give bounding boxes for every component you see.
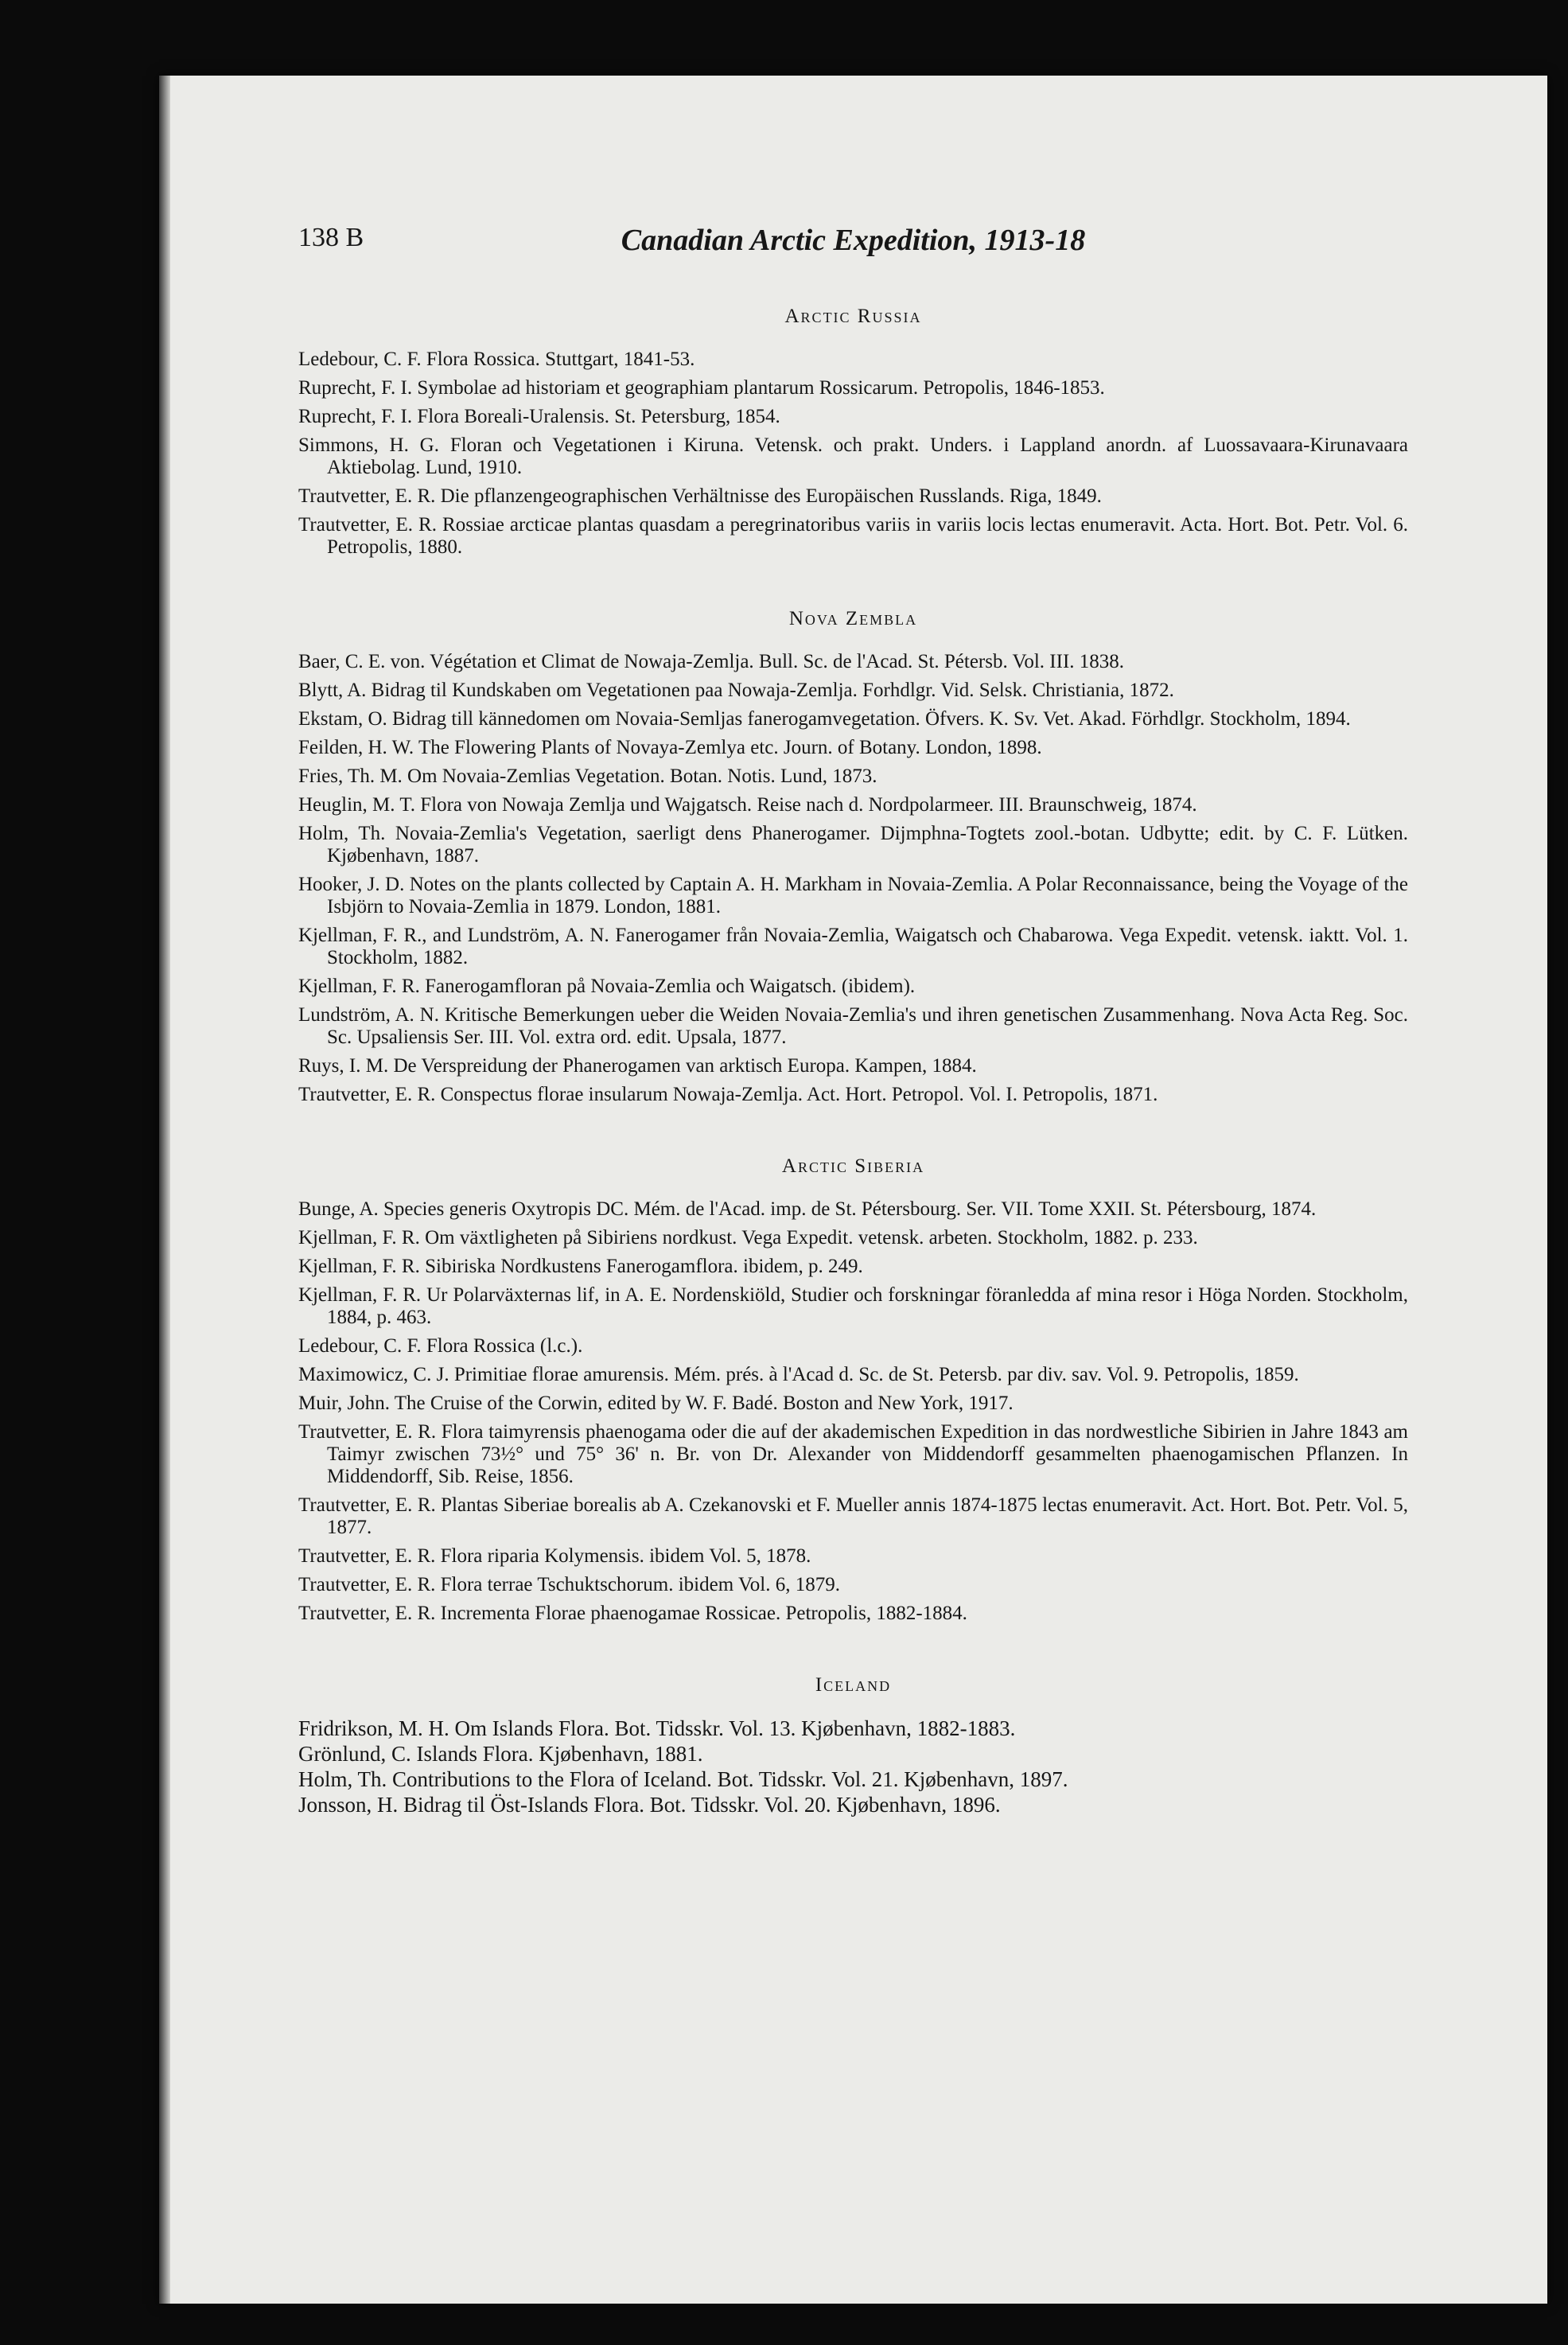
page-header — [298, 223, 1408, 271]
bibliography-entry: Muir, John. The Cruise of the Corwin, edited by W. F. Badé. Boston and New York, 1917. — [298, 1393, 1014, 1414]
bibliography-list — [298, 1198, 1408, 1625]
section-arctic-russia — [298, 306, 1408, 559]
bibliography-entry: Trautvetter, E. R. Die pflanzengeographischen Verhältnisse des Europäischen Russlands. Riga, 1849. — [298, 485, 1102, 507]
bibliography-entry: Jonsson, H. Bidrag til Öst-Islands Flora. Bot. Tidsskr. Vol. 20. Kjøbenhavn, 1896. — [298, 1793, 1001, 1817]
section-title: Arctic Russia — [784, 306, 922, 327]
bibliography-entry: Bunge, A. Species generis Oxytropis DC. Mém. de l'Acad. imp. de St. Pétersbourg. Ser. VII. Tome XXII. St. Pétersbourg, 1874. — [298, 1198, 1317, 1220]
bibliography-entry: Holm, Th. Contributions to the Flora of Iceland. Bot. Tidsskr. Vol. 21. Kjøbenhavn, 1897. — [298, 1767, 1068, 1791]
bibliography-entry: Kjellman, F. R. Ur Polarväxternas lif, in A. E. Nordenskiöld, Studier och forskningar föranledda af mina resor i Höga Norden. Stockholm, 1884, p. 463. — [298, 1284, 1408, 1328]
bibliography-entry: Lundström, A. N. Kritische Bemerkungen ueber die Weiden Novaia-Zemlia's und ihren genetischen Zusammenhang. Nova Acta Reg. Soc. Sc. Upsaliensis Ser. III. Vol. extra ord. edit. Upsala, 1877. — [298, 1004, 1408, 1048]
section-title: Nova Zembla — [788, 608, 918, 629]
page-number: 138 B — [298, 223, 364, 252]
bibliography-entry: Ekstam, O. Bidrag till kännedomen om Novaia-Semljas fanerogamvegetation. Öfvers. K. Sv. Vet. Akad. Förhdlgr. Stockholm, 1894. — [298, 708, 1351, 730]
bibliography-entry: Trautvetter, E. R. Conspectus florae insularum Nowaja-Zemlja. Act. Hort. Petropol. Vol. I. Petropolis, 1871. — [298, 1084, 1158, 1105]
bibliography-entry: Grönlund, C. Islands Flora. Kjøbenhavn, 1881. — [298, 1742, 703, 1766]
bibliography-list — [298, 651, 1408, 1106]
section-title: Arctic Siberia — [781, 1155, 925, 1177]
bibliography-entry: Baer, C. E. von. Végétation et Climat de Nowaja-Zemlja. Bull. Sc. de l'Acad. St. Pétersb. Vol. III. 1838. — [298, 651, 1125, 672]
section-title: Iceland — [815, 1674, 892, 1696]
bibliography-entry: Kjellman, F. R., and Lundström, A. N. Fanerogamer från Novaia-Zemlia, Waigatsch och Chabarowa. Vega Expedit. vetensk. iaktt. Vol. 1. Stockholm, 1882. — [298, 925, 1408, 968]
bibliography-entry: Ruprecht, F. I. Symbolae ad historiam et geographiam plantarum Rossicarum. Petropolis, 1846-1853. — [298, 377, 1105, 399]
bibliography-entry: Ledebour, C. F. Flora Rossica. Stuttgart, 1841-53. — [298, 349, 695, 370]
bibliography-entry: Hooker, J. D. Notes on the plants collected by Captain A. H. Markham in Novaia-Zemlia. A Polar Reconnaissance, being the Voyage of the Isbjörn to Novaia-Zemlia in 1879. London, 1881. — [298, 874, 1408, 917]
page-content — [298, 223, 1408, 1819]
bibliography-entry: Trautvetter, E. R. Rossiae arcticae plantas quasdam a peregrinatoribus variis in variis locis lectas enumeravit. Acta. Hort. Bot. Petr. Vol. 6. Petropolis, 1880. — [298, 514, 1408, 558]
section-arctic-siberia — [298, 1155, 1408, 1625]
bibliography-entry: Fridrikson, M. H. Om Islands Flora. Bot. Tidsskr. Vol. 13. Kjøbenhavn, 1882-1883. — [298, 1716, 1016, 1740]
bibliography-list — [298, 349, 1408, 559]
bibliography-entry: Trautvetter, E. R. Plantas Siberiae borealis ab A. Czekanovski et F. Mueller annis 1874-1875 lectas enumeravit. Act. Hort. Bot. Petr. Vol. 5, 1877. — [298, 1494, 1408, 1538]
bibliography-entry: Blytt, A. Bidrag til Kundskaben om Vegetationen paa Nowaja-Zemlja. Forhdlgr. Vid. Selsk. Christiania, 1872. — [298, 680, 1174, 701]
bibliography-entry: Fries, Th. M. Om Novaia-Zemlias Vegetation. Botan. Notis. Lund, 1873. — [298, 765, 877, 787]
scanned-page — [159, 76, 1547, 2304]
bibliography-entry: Kjellman, F. R. Fanerogamfloran på Novaia-Zemlia och Waigatsch. (ibidem). — [298, 976, 916, 997]
bibliography-entry: Ledebour, C. F. Flora Rossica (l.c.). — [298, 1335, 583, 1357]
bibliography-entry: Kjellman, F. R. Om växtligheten på Sibiriens nordkust. Vega Expedit. vetensk. arbeten. Stockholm, 1882. p. 233. — [298, 1227, 1198, 1248]
bibliography-list — [298, 1717, 1408, 1817]
bibliography-entry: Trautvetter, E. R. Flora riparia Kolymensis. ibidem Vol. 5, 1878. — [298, 1545, 811, 1567]
bibliography-entry: Feilden, H. W. The Flowering Plants of Novaya-Zemlya etc. Journ. of Botany. London, 1898. — [298, 737, 1042, 758]
bibliography-entry: Ruys, I. M. De Verspreidung der Phanerogamen van arktisch Europa. Kampen, 1884. — [298, 1055, 977, 1077]
bibliography-entry: Holm, Th. Novaia-Zemlia's Vegetation, saerligt dens Phanerogamer. Dijmphna-Togtets zool.-botan. Udbytte; edit. by C. F. Lütken. Kjøbenhavn, 1887. — [298, 823, 1408, 867]
bibliography-entry: Ruprecht, F. I. Flora Boreali-Uralensis. St. Petersburg, 1854. — [298, 406, 780, 427]
bibliography-entry: Kjellman, F. R. Sibiriska Nordkustens Fanerogamflora. ibidem, p. 249. — [298, 1256, 863, 1277]
bibliography-entry: Trautvetter, E. R. Incrementa Florae phaenogamae Rossicae. Petropolis, 1882-1884. — [298, 1603, 967, 1624]
bibliography-entry: Trautvetter, E. R. Flora taimyrensis phaenogama oder die auf der akademischen Expedition in das nordwestliche Sibirien in Jahre 1843 am Taimyr zwischen 73½° und 75° 36' n. Br. von Dr. Alexander von Middendorff gesammelten phaenogamischen Pflanzen. In Middendorff, Sib. Reise, 1856. — [298, 1421, 1408, 1487]
section-nova-zembla — [298, 608, 1408, 1106]
bibliography-entry: Maximowicz, C. J. Primitiae florae amurensis. Mém. prés. à l'Acad d. Sc. de St. Petersb. par div. sav. Vol. 9. Petropolis, 1859. — [298, 1364, 1299, 1385]
bibliography-entry: Heuglin, M. T. Flora von Nowaja Zemlja und Wajgatsch. Reise nach d. Nordpolarmeer. III. Braunschweig, 1874. — [298, 794, 1197, 816]
bibliography-entry: Simmons, H. G. Floran och Vegetationen i Kiruna. Vetensk. och prakt. Unders. i Lappland anordn. af Luossavaara-Kirunavaara Aktiebolag. Lund, 1910. — [298, 434, 1408, 478]
section-iceland — [298, 1674, 1408, 1817]
bibliography-entry: Trautvetter, E. R. Flora terrae Tschuktschorum. ibidem Vol. 6, 1879. — [298, 1574, 840, 1595]
running-title: Canadian Arctic Expedition, 1913-18 — [621, 224, 1086, 257]
